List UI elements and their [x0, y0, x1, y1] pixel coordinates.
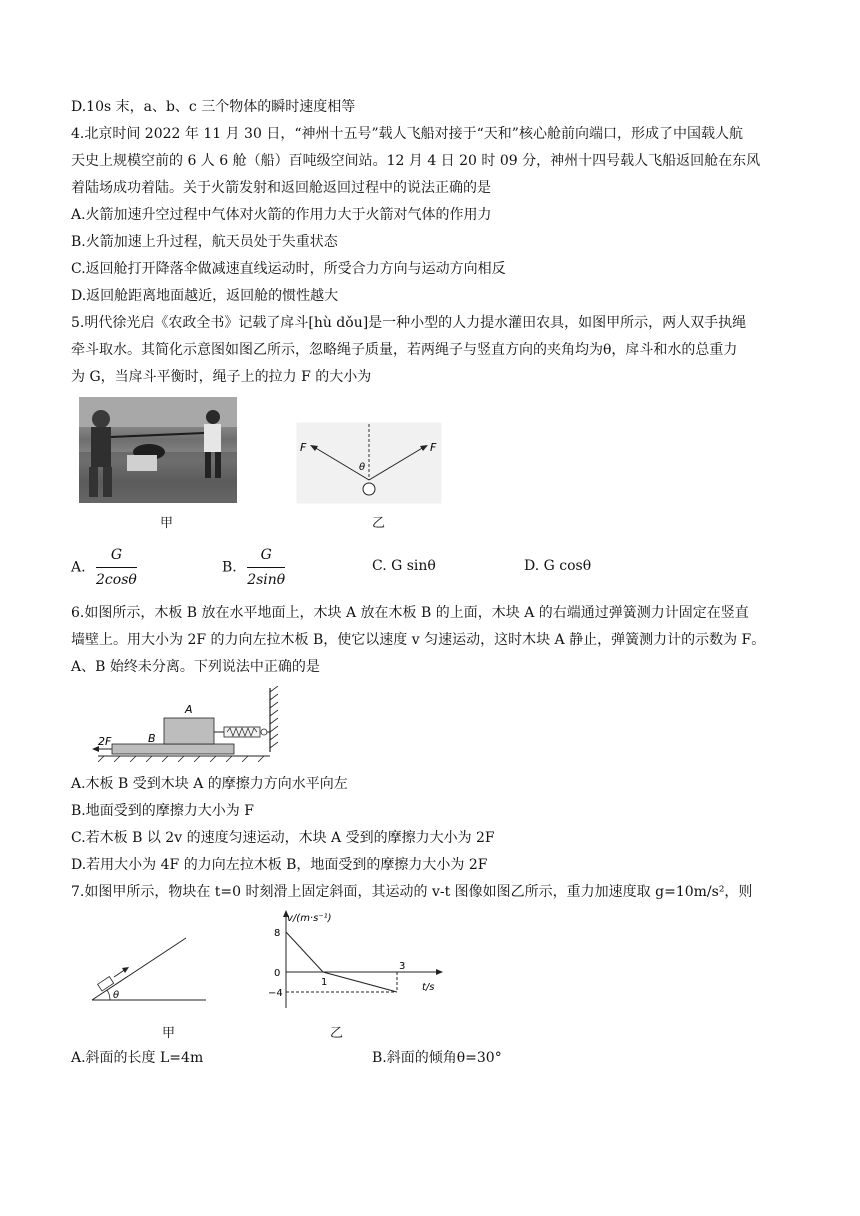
- q4-stem-line-2: 天史上规模空前的 6 人 6 舱（船）百吨级空间站。12 月 4 日 20 时 09 分，神州十四号载人飞船返回舱在东风: [71, 153, 761, 169]
- q7-stem: 7.如图甲所示，物块在 t=0 时刻滑上固定斜面，其运动的 v-t 图像如图乙所示，重力加速度取 g=10m/s²，则: [71, 884, 753, 900]
- q5-caption-yi: 乙: [372, 516, 386, 531]
- q5-option-d: D. G cosθ: [524, 558, 592, 574]
- q6-stem-line-1: 6.如图所示，木板 B 放在水平地面上，木块 A 放在木板 B 的上面，木块 A 的右端通过弹簧测力计固定在竖直: [71, 605, 749, 621]
- q5-option-a-numerator: G: [96, 545, 137, 568]
- q5-force-diagram: [296, 422, 442, 504]
- q4-option-a: A.火箭加速升空过程中气体对火箭的作用力大于火箭对气体的作用力: [71, 207, 492, 223]
- q4-stem-line-1: 4.北京时间 2022 年 11 月 30 日，“神州十五号”载人飞船对接于“天和”核心舱前向端口，形成了中国载人航: [71, 126, 743, 142]
- y-axis-label: v/(m·s⁻¹): [287, 913, 332, 924]
- q5-photo-farmers: [79, 397, 237, 503]
- tick-1: 1: [321, 977, 328, 988]
- q4-stem-line-3: 着陆场成功着陆。关于火箭发射和返回舱返回过程中的说法正确的是: [71, 180, 491, 196]
- q4-option-b: B.火箭加速上升过程，航天员处于失重状态: [71, 234, 338, 250]
- board-B: [112, 744, 234, 754]
- q7-option-a: A.斜面的长度 L=4m: [71, 1050, 204, 1066]
- x-axis-label: t/s: [422, 982, 435, 993]
- q6-block-diagram: [90, 686, 290, 762]
- label-2F: 2F: [98, 735, 112, 748]
- q5-option-b: [222, 545, 285, 590]
- label-F-left: F: [300, 441, 307, 454]
- vt-segment-return: [323, 972, 397, 992]
- block-A: [164, 718, 214, 744]
- q5-option-a-denominator: 2cosθ: [96, 572, 137, 588]
- q7-option-b: B.斜面的倾角θ=30°: [372, 1050, 502, 1066]
- q5-option-b-fraction: [247, 545, 285, 590]
- q6-stem-line-2: 墙壁上。用大小为 2F 的力向左拉木板 B，使它以速度 v 匀速运动，这时木块 A 静止，弹簧测力计的示数为 F。: [71, 632, 766, 648]
- q4-option-c: C.返回舱打开降落伞做减速直线运动时，所受合力方向与运动方向相反: [71, 261, 506, 277]
- q7-incline-diagram: [86, 930, 210, 1004]
- q5-caption-jia: 甲: [160, 516, 174, 531]
- q4-option-d: D.返回舱距离地面越近，返回舱的惯性越大: [71, 288, 339, 304]
- velocity-arrow-icon: [122, 967, 129, 973]
- q5-option-a: [71, 545, 137, 590]
- label-theta: θ: [113, 990, 120, 1001]
- label-F-right: F: [430, 441, 437, 454]
- q5-option-a-fraction: [96, 545, 137, 590]
- q5-option-b-numerator: G: [247, 545, 285, 568]
- incline-slope: [92, 938, 186, 1000]
- tick-8: 8: [274, 928, 281, 939]
- q5-stem-line-3: 为 G，当戽斗平衡时，绳子上的拉力 F 的大小为: [71, 369, 372, 385]
- label-A: A: [185, 703, 193, 716]
- q5-option-c: C. G sinθ: [372, 558, 436, 574]
- bucket-circle: [363, 483, 375, 495]
- tick-neg4: −4: [268, 988, 283, 999]
- q3-option-d: D.10s 末，a、b、c 三个物体的瞬时速度相等: [71, 99, 356, 115]
- q5-option-b-prefix: B.: [222, 559, 237, 576]
- label-B: B: [148, 732, 156, 745]
- tick-3: 3: [399, 961, 406, 972]
- q6-option-c: C.若木板 B 以 2v 的速度匀速运动，木块 A 受到的摩擦力大小为 2F: [71, 830, 495, 846]
- q7-vt-graph: [266, 908, 452, 1012]
- q7-caption-jia: 甲: [162, 1026, 176, 1041]
- label-theta: θ: [359, 462, 366, 473]
- q6-option-a: A.木板 B 受到木块 A 的摩擦力方向水平向左: [71, 776, 348, 792]
- q5-stem-line-1: 5.明代徐光启《农政全书》记载了戽斗[hù dǒu]是一种小型的人力提水灌田农具，如图甲所示，两人双手执绳: [71, 315, 747, 331]
- x-axis-arrow-icon: [436, 969, 443, 975]
- vt-segment-decelerate: [286, 932, 323, 972]
- q7-caption-yi: 乙: [330, 1026, 344, 1041]
- q5-option-a-prefix: A.: [71, 559, 86, 576]
- tick-0: 0: [274, 968, 281, 979]
- q6-stem-line-3: A、B 始终未分离。下列说法中正确的是: [71, 659, 320, 675]
- q6-option-b: B.地面受到的摩擦力大小为 F: [71, 803, 254, 819]
- q5-option-b-denominator: 2sinθ: [247, 572, 286, 588]
- q6-option-d: D.若用大小为 4F 的力向左拉木板 B，地面受到的摩擦力大小为 2F: [71, 857, 488, 873]
- block: [98, 977, 114, 991]
- q5-stem-line-2: 牵斗取水。其简化示意图如图乙所示，忽略绳子质量，若两绳子与竖直方向的夹角均为θ，戽斗和水的总重力: [71, 342, 738, 358]
